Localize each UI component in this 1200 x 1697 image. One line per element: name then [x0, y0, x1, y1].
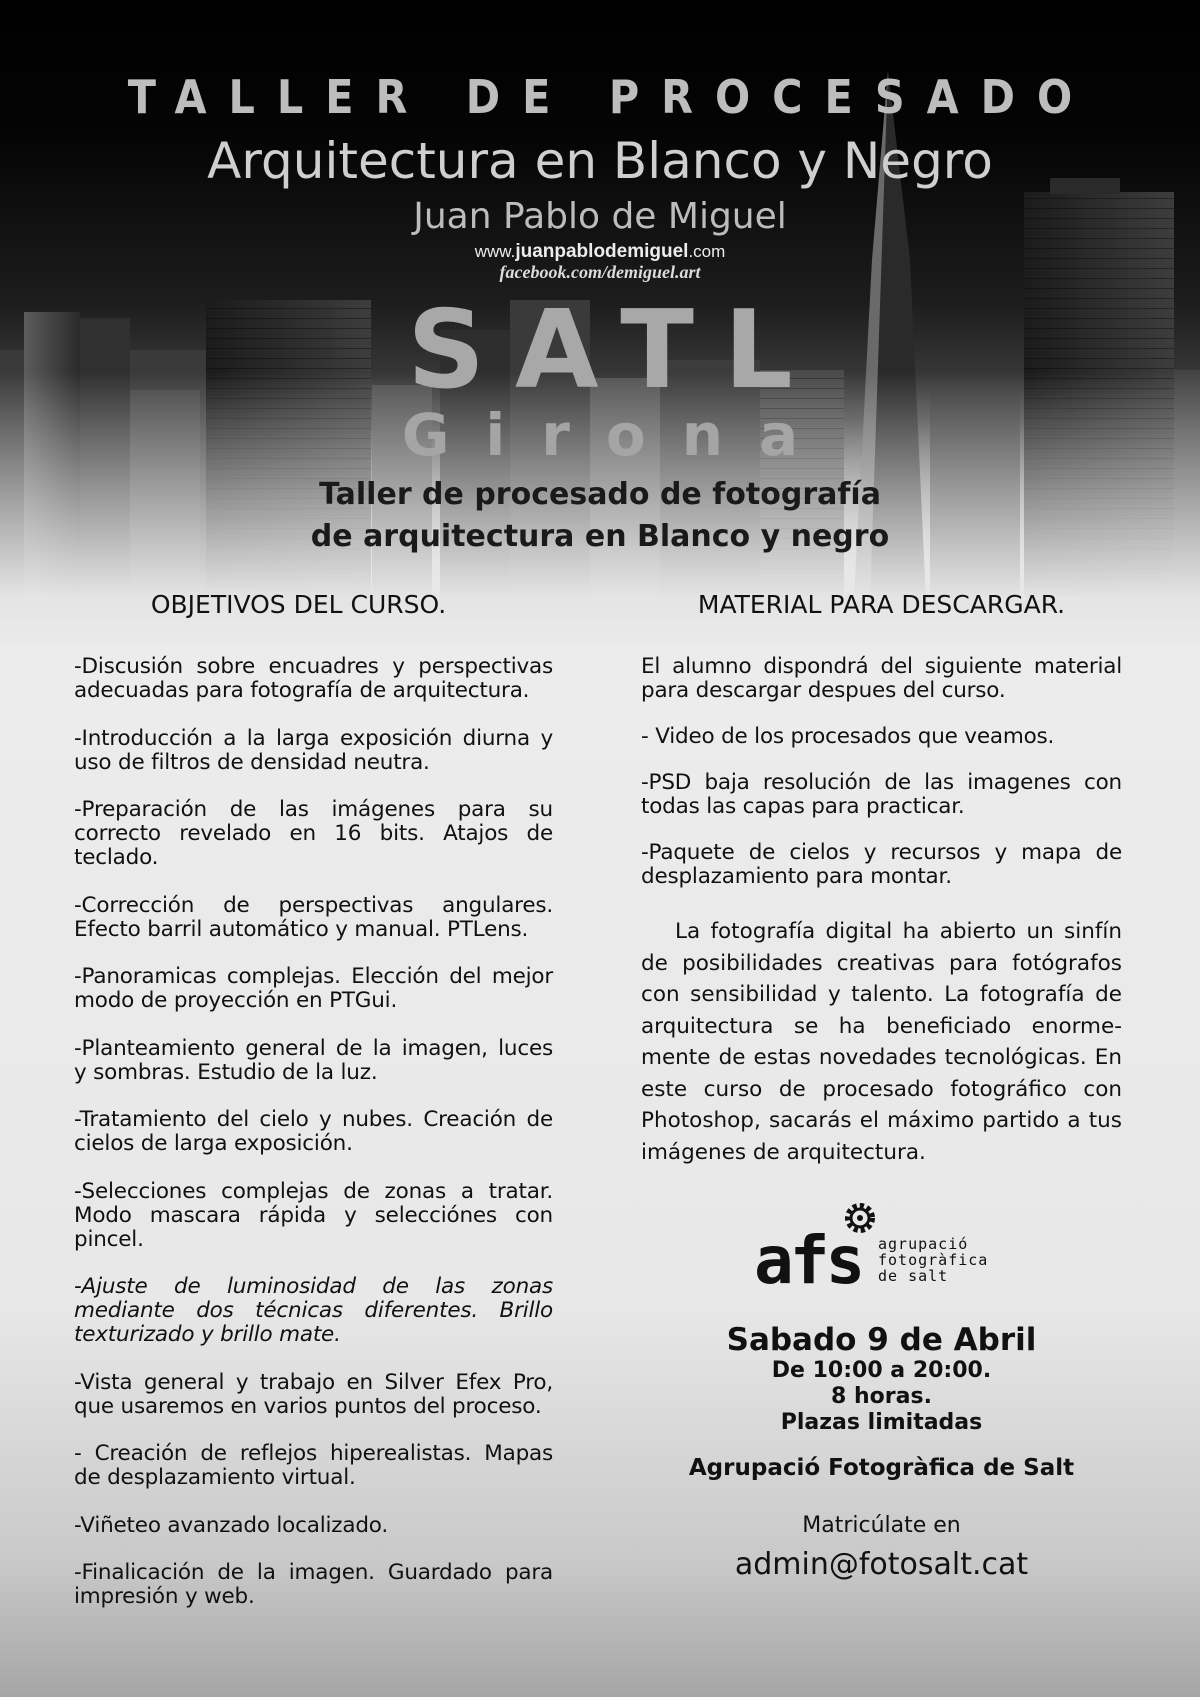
tagline-line-1: Taller de procesado de fotografía	[319, 477, 881, 512]
objetivo-item: -Discusión sobre encuadres y perspectivas adecuadas para fotografía de arquitectura.	[74, 654, 553, 703]
objetivo-item: - Creación de reflejos hiperealistas. Mapas de desplazamiento virtual.	[74, 1441, 553, 1490]
facebook-link[interactable]: facebook.com/demiguel.art	[499, 262, 701, 282]
material-item: -Paquete de cielos y recursos y mapa de desplazamiento para montar.	[641, 840, 1122, 889]
enroll-email[interactable]: admin@fotosalt.cat	[734, 1547, 1029, 1582]
material-column	[641, 590, 1122, 1190]
website-link[interactable]	[0, 241, 1200, 263]
logo-line-1: agrupació	[878, 1235, 969, 1253]
enroll-label: Matricúlate en	[802, 1513, 961, 1538]
event-time: De 10:00 a 20:00.	[771, 1358, 992, 1383]
objetivo-item: -Tratamiento del cielo y nubes. Creación de cielos de larga exposición.	[74, 1107, 553, 1156]
city-big-title: SATL	[407, 288, 823, 413]
city-small-title: Girona	[401, 401, 835, 469]
logo-line-3: de salt	[878, 1267, 949, 1285]
logo-letters: afs	[754, 1222, 862, 1288]
material-item: -PSD baja resolución de las imagenes con todas las capas para practicar.	[641, 770, 1122, 819]
objetivo-item: -Vista general y trabajo en Silver Efex Pro, que usaremos en varios puntos del proceso.	[74, 1369, 553, 1419]
objetivo-item: -Ajuste de luminosidad de las zonas mediante dos técnicas diferentes. Brillo texturizado y brillo mate.	[74, 1274, 553, 1347]
tagline-line-2: de arquitectura en Blanco y negro	[310, 519, 890, 554]
event-venue: Agrupació Fotogràfica de Salt	[688, 1455, 1075, 1481]
afs-logo	[752, 1196, 1032, 1288]
material-intro: El alumno dispondrá del siguiente material para descargar despues del curso.	[641, 654, 1122, 703]
tagline	[0, 474, 1200, 558]
logo-line-2: fotogràfica	[878, 1251, 989, 1269]
event-duration: 8 horas.	[831, 1384, 932, 1409]
event-seats: Plazas limitadas	[780, 1410, 983, 1435]
objetivo-item: -Corrección de perspectivas angulares. Efecto barril automático y manual. PTLens.	[74, 892, 553, 942]
author-name: Juan Pablo de Miguel	[413, 196, 787, 237]
course-description: La fotografía digital ha abierto un sinfín de posibilidades creativas para fotógrafos con sensibilidad y talento. La fotografía de arquitectura se ha beneficiado enorme- mente de estas novedades tecnológicas. En este curso de procesado fotográfico con Photoshop, sacarás el máximo partido a tus imágenes de arquitectura.	[641, 919, 1122, 1165]
objetivo-item: -Panoramicas complejas. Elección del mejor modo de proyección en PTGui.	[74, 964, 553, 1013]
objetivo-item: -Preparación de las imágenes para su correcto revelado en 16 bits. Atajos de teclado.	[74, 797, 553, 870]
website-suffix: .com	[688, 242, 726, 261]
material-item: - Video de los procesados que veamos.	[641, 724, 1055, 749]
objetivo-item: -Introducción a la larga exposición diurna y uso de filtros de densidad neutra.	[74, 725, 553, 775]
objetivos-heading: OBJETIVOS DEL CURSO.	[150, 590, 447, 619]
objetivo-item: -Viñeteo avanzado localizado.	[74, 1512, 388, 1538]
website-main: juanpablodemiguel	[515, 241, 689, 262]
objetivo-item: -Selecciones complejas de zonas a tratar. Modo mascara rápida y selecciónes con pincel.	[74, 1178, 553, 1252]
objetivo-item: -Finalicación de la imagen. Guardado para impresión y web.	[74, 1560, 553, 1609]
objetivo-item: -Planteamiento general de la imagen, luces y sombras. Estudio de la luz.	[74, 1035, 553, 1085]
material-heading: MATERIAL PARA DESCARGAR.	[697, 590, 1066, 619]
objetivos-column	[74, 590, 553, 1633]
subtitle: Arquitectura en Blanco y Negro	[207, 132, 993, 190]
event-date: Sabado 9 de Abril	[726, 1322, 1037, 1358]
title: TALLER DE PROCESADO	[127, 70, 1095, 124]
website-prefix: www.	[474, 242, 516, 261]
